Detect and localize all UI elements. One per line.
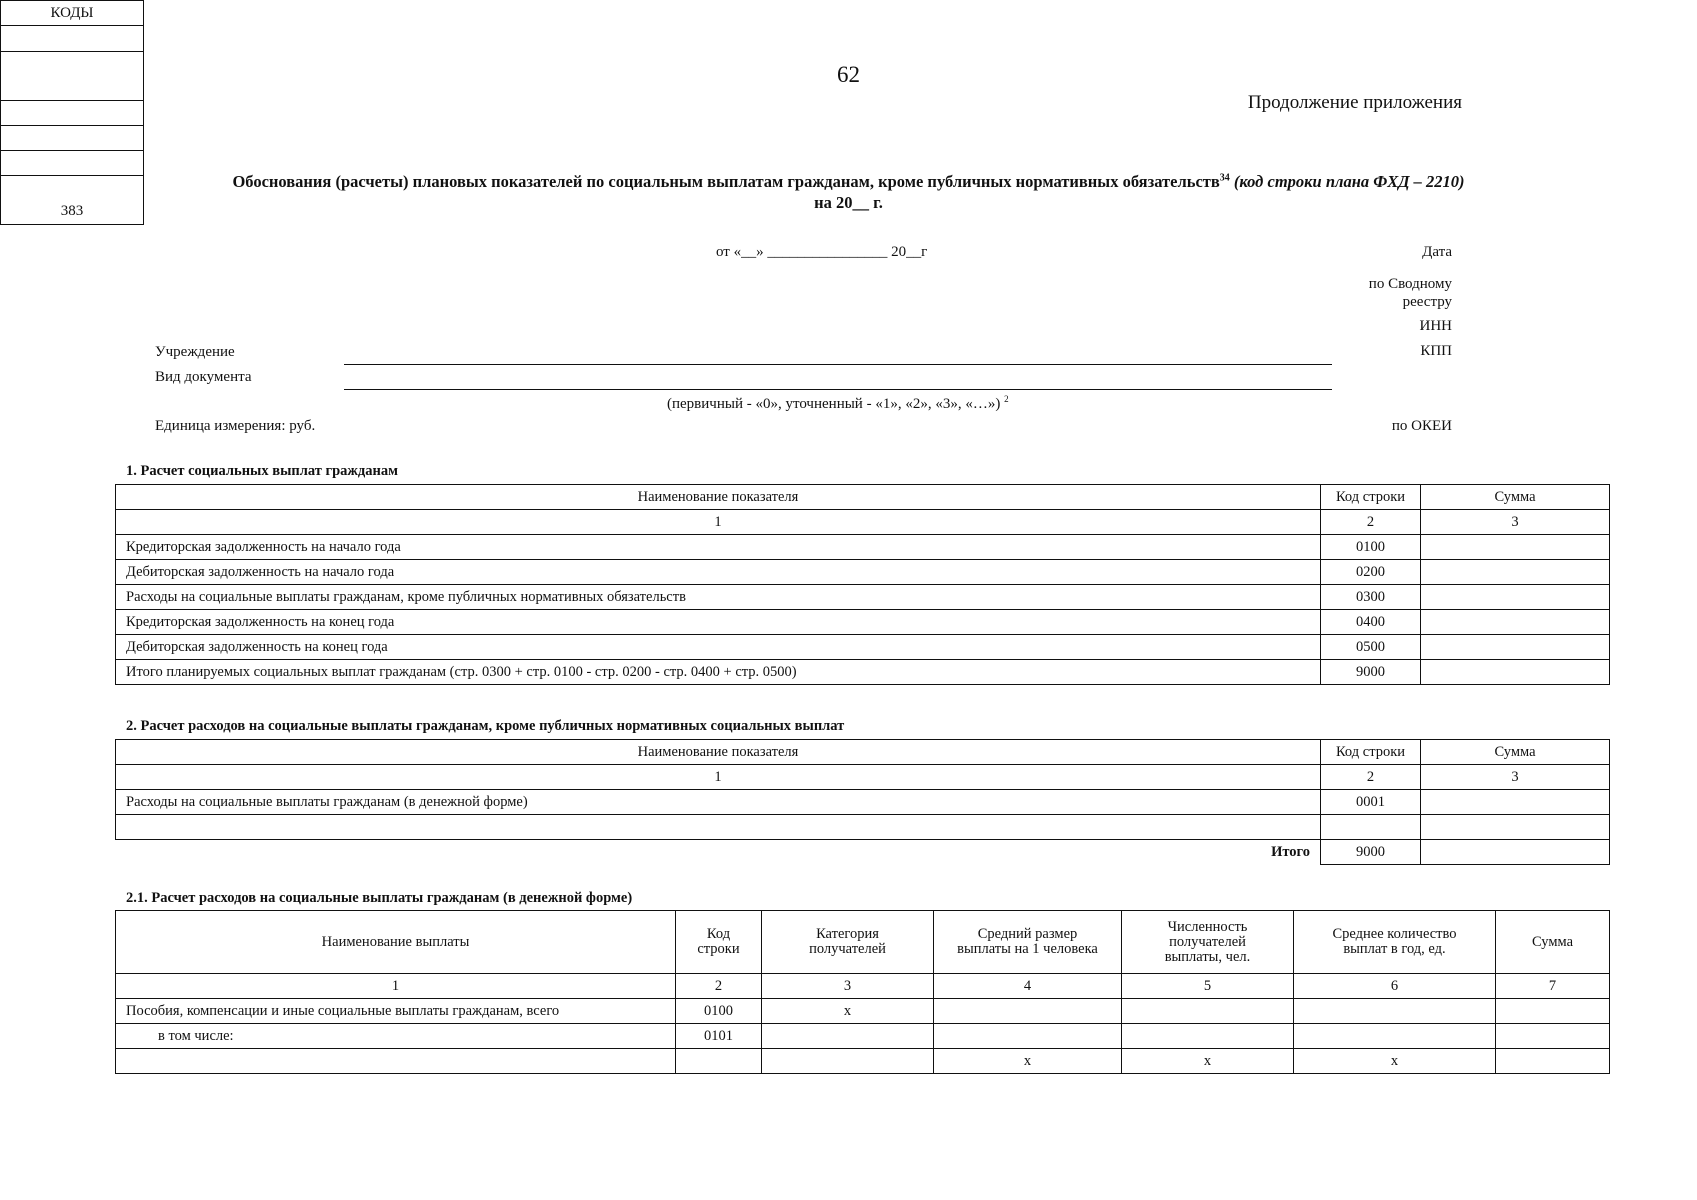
continuation-label: Продолжение приложения <box>1247 92 1462 113</box>
col-number: 7 <box>1496 974 1610 999</box>
empty-code-cell[interactable] <box>1321 815 1421 840</box>
table-row <box>116 535 1610 560</box>
okei-code-cell: 383 <box>1 176 144 225</box>
page-number: 62 <box>837 62 860 87</box>
row-name: Кредиторская задолженность на начало года <box>116 535 1321 560</box>
section2-table <box>115 739 1610 865</box>
registry-label-2: реестру <box>1402 294 1452 310</box>
section1-number-row <box>116 510 1610 535</box>
section2-title: 2. Расчет расходов на социальные выплаты гражданам, кроме публичных нормативных социальных выплат <box>126 718 845 734</box>
row-sum-cell[interactable] <box>1496 999 1610 1024</box>
header-line-code <box>676 911 762 974</box>
doc-type-hint-text: (первичный - «0», уточненный - «1», «2», «3», «…») <box>667 396 1001 412</box>
form-title-code: (код строки плана ФХД – 2210) <box>1229 172 1465 191</box>
row-name: Дебиторская задолженность на конец года <box>116 635 1321 660</box>
table-row <box>116 585 1610 610</box>
col-number: 2 <box>1321 765 1421 790</box>
table-row <box>116 790 1610 815</box>
institution-line[interactable] <box>344 364 1332 365</box>
row-recipients-cell[interactable] <box>1122 999 1294 1024</box>
row-sum-cell[interactable] <box>1421 790 1610 815</box>
row-code: 0001 <box>1321 790 1421 815</box>
section1-title: 1. Расчет социальных выплат гражданам <box>126 463 398 479</box>
row-name: Расходы на социальные выплаты гражданам (в денежной форме) <box>116 790 1321 815</box>
header-avg-size <box>934 911 1122 974</box>
row-code-cell[interactable] <box>676 1049 762 1074</box>
form-title <box>0 172 1697 192</box>
header-line-code: Код строки <box>1321 485 1421 510</box>
section21-title: 2.1. Расчет расходов на социальные выплаты гражданам (в денежной форме) <box>126 890 633 906</box>
row-code: 0400 <box>1321 610 1421 635</box>
col-number: 5 <box>1122 974 1294 999</box>
section2-header-row <box>116 740 1610 765</box>
date-code-cell[interactable] <box>1 26 144 52</box>
empty-name-cell[interactable] <box>116 815 1321 840</box>
row-sum-cell[interactable] <box>1421 660 1610 685</box>
header-indicator-name: Наименование показателя <box>116 485 1321 510</box>
table-row <box>116 635 1610 660</box>
row-sum-cell[interactable] <box>1496 1049 1610 1074</box>
row-avg-count-cell[interactable] <box>1294 999 1496 1024</box>
doc-type-label: Вид документа <box>155 369 252 385</box>
row-recipients-cell[interactable] <box>1122 1024 1294 1049</box>
row-name: в том числе: <box>116 1024 676 1049</box>
header-sum: Сумма <box>1421 740 1610 765</box>
doc-type-line[interactable] <box>344 389 1332 390</box>
row-avg-count: х <box>1294 1049 1496 1074</box>
form-title-main: Обоснования (расчеты) плановых показателей по социальным выплатам гражданам, кроме публичных нормативных обязательств <box>232 172 1220 191</box>
col-number: 3 <box>762 974 934 999</box>
row-code: 0300 <box>1321 585 1421 610</box>
header-sum: Сумма <box>1496 911 1610 974</box>
institution-label: Учреждение <box>155 344 235 360</box>
col-number: 2 <box>1321 510 1421 535</box>
col-number: 4 <box>934 974 1122 999</box>
row-avg-size-cell[interactable] <box>934 1024 1122 1049</box>
header-avg-count-2: выплат в год, ед. <box>1343 941 1446 957</box>
row-code: 0101 <box>676 1024 762 1049</box>
date-label: Дата <box>1422 244 1452 260</box>
row-name-cell[interactable] <box>116 1049 676 1074</box>
row-sum-cell[interactable] <box>1421 610 1610 635</box>
total-sum-cell[interactable] <box>1421 840 1610 865</box>
col-number: 6 <box>1294 974 1496 999</box>
row-sum-cell[interactable] <box>1421 585 1610 610</box>
row-avg-size: х <box>934 1049 1122 1074</box>
registry-label-1: по Сводному <box>1368 276 1452 292</box>
section1-table <box>115 484 1610 685</box>
row-avg-size-cell[interactable] <box>934 999 1122 1024</box>
table-row <box>116 560 1610 585</box>
row-name: Расходы на социальные выплаты гражданам, кроме публичных нормативных обязательств <box>116 585 1321 610</box>
section21-header-row <box>116 911 1610 974</box>
row-sum-cell[interactable] <box>1421 535 1610 560</box>
col-number: 2 <box>676 974 762 999</box>
header-recipients <box>1122 911 1294 974</box>
row-sum-cell[interactable] <box>1421 635 1610 660</box>
header-avg-size-1: Средний размер <box>977 926 1078 942</box>
header-avg-count-1: Среднее количество <box>1332 926 1457 942</box>
total-label: Итого <box>116 840 1321 865</box>
inn-label: ИНН <box>1419 318 1452 334</box>
table-row <box>116 1049 1610 1074</box>
row-name: Итого планируемых социальных выплат гражданам (стр. 0300 + стр. 0100 - стр. 0200 - стр. 0400 + стр. 0500) <box>116 660 1321 685</box>
row-sum-cell[interactable] <box>1421 560 1610 585</box>
okei-label: по ОКЕИ <box>1391 418 1452 434</box>
table-row <box>116 815 1610 840</box>
total-row <box>116 840 1610 865</box>
footnote-ref: 34 <box>1219 172 1230 184</box>
row-sum-cell[interactable] <box>1421 815 1610 840</box>
section21-number-row <box>116 974 1610 999</box>
header-line-code-2: строки <box>697 941 740 957</box>
row-code: 0200 <box>1321 560 1421 585</box>
col-number: 1 <box>116 510 1321 535</box>
row-category-cell[interactable] <box>762 1024 934 1049</box>
header-category <box>762 911 934 974</box>
doc-type-hint-sup: 2 <box>1004 394 1009 404</box>
col-number: 1 <box>116 765 1321 790</box>
header-indicator-name: Наименование показателя <box>116 740 1321 765</box>
header-line-code-1: Код <box>706 926 731 942</box>
col-number: 3 <box>1421 765 1610 790</box>
header-payment-name: Наименование выплаты <box>116 911 676 974</box>
section2-number-row <box>116 765 1610 790</box>
table-row <box>116 999 1610 1024</box>
header-recipients-1: Численность <box>1167 918 1248 935</box>
kpp-label: КПП <box>1420 343 1452 359</box>
row-code: 0100 <box>676 999 762 1024</box>
unit-label: Единица измерения: руб. <box>155 418 316 434</box>
table-row <box>116 660 1610 685</box>
header-line-code: Код строки <box>1321 740 1421 765</box>
inn-code-cell[interactable] <box>1 101 144 126</box>
section1-header-row <box>116 485 1610 510</box>
header-avg-size-2: выплаты на 1 человека <box>957 941 1098 957</box>
row-name: Дебиторская задолженность на начало года <box>116 560 1321 585</box>
col-number: 3 <box>1421 510 1610 535</box>
row-avg-count-cell[interactable] <box>1294 1024 1496 1049</box>
col-number: 1 <box>116 974 676 999</box>
row-code: 9000 <box>1321 660 1421 685</box>
row-code: 0100 <box>1321 535 1421 560</box>
total-code: 9000 <box>1321 840 1421 865</box>
form-title-year: на 20__ г. <box>814 193 883 212</box>
header-recipients-2: получателей <box>1169 933 1246 950</box>
row-code: 0500 <box>1321 635 1421 660</box>
row-sum-cell[interactable] <box>1496 1024 1610 1049</box>
kpp-code-cell[interactable] <box>1 126 144 151</box>
date-line: от «__» ________________ 20__г <box>716 244 928 260</box>
row-category: х <box>762 999 934 1024</box>
row-category-cell[interactable] <box>762 1049 934 1074</box>
row-recipients: х <box>1122 1049 1294 1074</box>
codes-header: КОДЫ <box>1 1 144 26</box>
row-name: Пособия, компенсации и иные социальные выплаты гражданам, всего <box>116 999 676 1024</box>
section21-table <box>115 910 1610 1074</box>
header-category-1: Категория <box>816 926 879 942</box>
doc-type-hint <box>667 394 1009 413</box>
table-row <box>116 610 1610 635</box>
row-name: Кредиторская задолженность на конец года <box>116 610 1321 635</box>
table-row <box>116 1024 1610 1049</box>
header-avg-count <box>1294 911 1496 974</box>
header-recipients-3: выплаты, чел. <box>1164 948 1251 965</box>
header-category-2: получателей <box>809 941 886 957</box>
header-sum: Сумма <box>1421 485 1610 510</box>
